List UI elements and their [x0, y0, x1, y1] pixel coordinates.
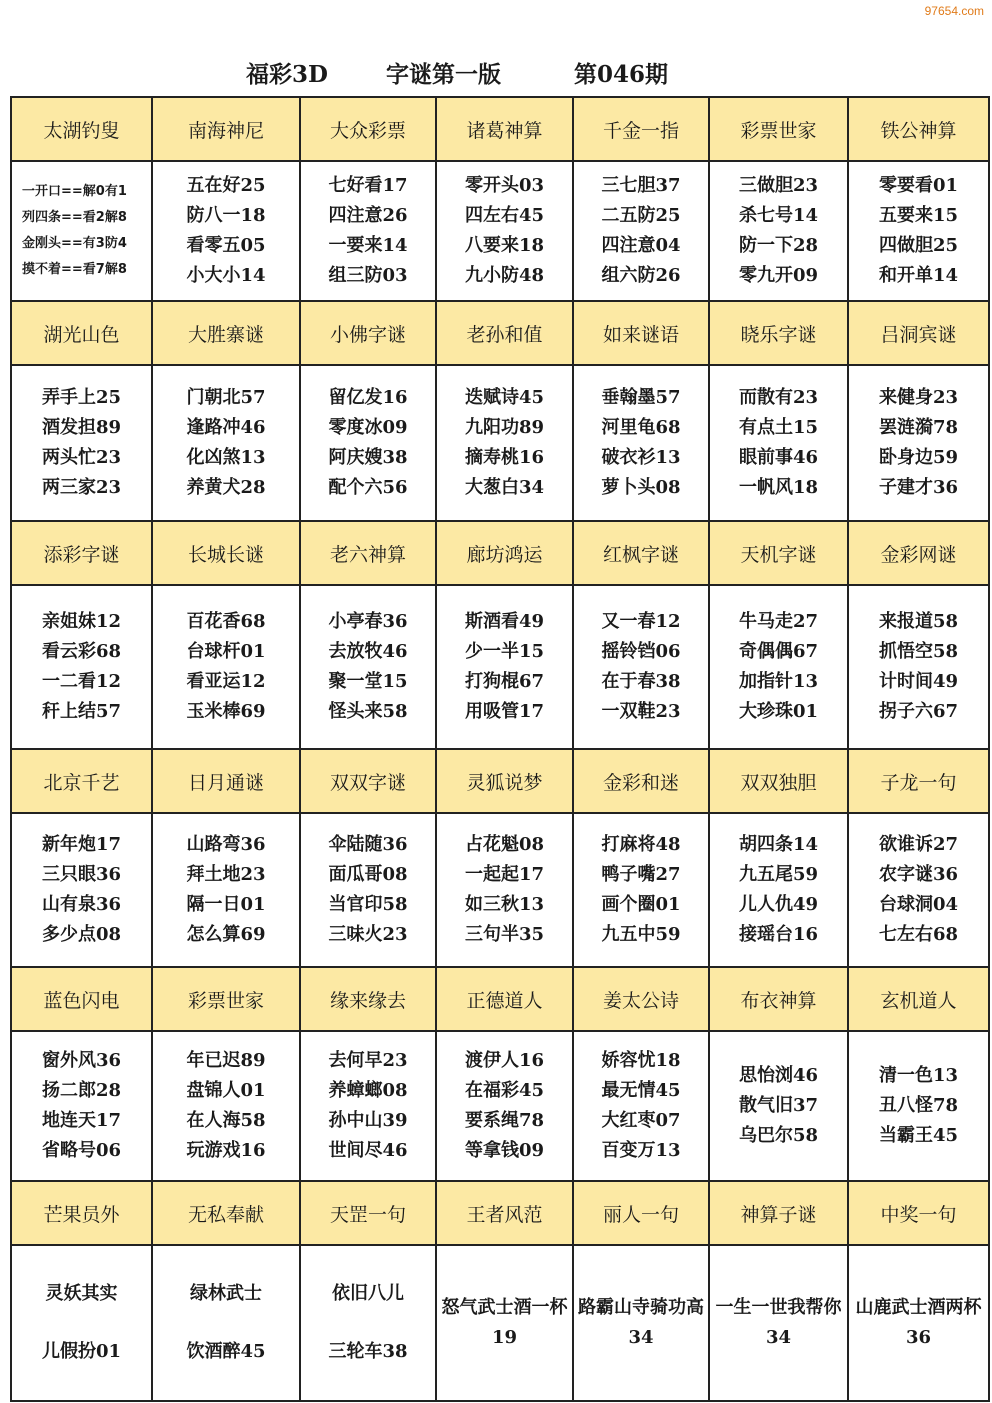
riddle-line: 清一色13	[878, 1065, 959, 1086]
riddle-line: 奇偶偶67	[738, 641, 819, 662]
source-name-cell: 日月通谜	[152, 749, 300, 813]
riddle-line: 河里龟68	[601, 417, 681, 438]
riddle-line: 打狗棍67	[464, 671, 545, 692]
riddle-line: 摇铃铛06	[601, 641, 681, 662]
riddle-cell	[300, 1031, 436, 1181]
riddle-cell	[848, 813, 989, 967]
riddle-line: 金刚头==有3防4	[22, 236, 127, 251]
source-name-cell: 吕洞宾谜	[848, 301, 989, 365]
source-name-cell: 中奖一句	[848, 1181, 989, 1245]
riddle-line: 零要看01	[878, 175, 959, 196]
riddle-line: 养蟑螂08	[328, 1080, 408, 1101]
riddle-line: 三味火23	[328, 924, 408, 945]
riddle-line: 一起起17	[464, 864, 545, 885]
spacer	[157, 1309, 295, 1337]
riddle-line: 一二看12	[41, 671, 122, 692]
riddle-cell	[436, 1245, 573, 1401]
riddle-cell	[11, 585, 152, 749]
riddle-line: 和开单14	[878, 265, 959, 286]
riddle-line: 世间尽46	[328, 1140, 408, 1161]
riddle-line: 农字谜36	[878, 864, 959, 885]
riddle-line: 大珍珠01	[738, 701, 819, 722]
riddle-line: 绿林武士	[190, 1283, 262, 1304]
riddle-line: 零九开09	[738, 265, 819, 286]
riddle-cell	[436, 813, 573, 967]
riddle-line: 八要来18	[464, 235, 545, 256]
riddle-line: 要系绳78	[464, 1110, 545, 1131]
header-row	[11, 967, 989, 1031]
riddle-row	[11, 585, 989, 749]
riddle-cell	[436, 365, 573, 521]
riddle-line: 九阳功89	[464, 417, 545, 438]
source-name-cell: 南海神尼	[152, 97, 300, 161]
riddle-cell	[11, 813, 152, 967]
source-name-cell: 芒果员外	[11, 1181, 152, 1245]
riddle-line: 灵妖其实	[45, 1283, 118, 1304]
source-name-cell: 老孙和值	[436, 301, 573, 365]
source-name-cell: 金彩和迷	[573, 749, 709, 813]
riddle-row	[11, 365, 989, 521]
riddle-line: 四注意26	[328, 205, 408, 226]
riddle-cell	[300, 813, 436, 967]
riddle-line: 在人海58	[186, 1110, 266, 1131]
source-name-cell: 天机字谜	[709, 521, 848, 585]
riddle-row	[11, 1031, 989, 1181]
source-name-cell: 子龙一句	[848, 749, 989, 813]
riddle-cell	[709, 813, 848, 967]
riddle-line: 拜土地23	[186, 864, 266, 885]
riddle-line: 又一春12	[601, 611, 681, 632]
riddle-line: 拐子六67	[878, 701, 959, 722]
riddle-line: 而散有23	[738, 387, 819, 408]
header-row	[11, 1181, 989, 1245]
riddle-line: 在福彩45	[464, 1080, 545, 1101]
riddle-line: 二五防25	[601, 205, 681, 226]
riddle-line: 画个圈01	[601, 894, 681, 915]
riddle-line: 零开头03	[464, 175, 545, 196]
riddle-line: 百花香68	[186, 611, 266, 632]
riddle-line: 眼前事46	[738, 447, 819, 468]
riddle-line: 萝卜头08	[601, 477, 681, 498]
riddle-cell	[709, 365, 848, 521]
riddle-line: 组三防03	[328, 265, 408, 286]
riddle-line: 小大小14	[186, 265, 266, 286]
riddle-line: 四注意04	[601, 235, 681, 256]
source-name-cell: 湖光山色	[11, 301, 152, 365]
riddle-line: 少一半15	[464, 641, 545, 662]
riddle-cell	[573, 1245, 709, 1401]
riddle-line: 看零五05	[186, 235, 266, 256]
riddle-line: 弄手上25	[41, 387, 122, 408]
riddle-line: 散气旧37	[738, 1095, 819, 1116]
riddle-cell	[573, 365, 709, 521]
riddle-line: 三只眼36	[41, 864, 122, 885]
riddle-line: 等拿钱09	[464, 1140, 545, 1161]
riddle-line: 怒气武士酒一杯19	[441, 1297, 568, 1348]
riddle-line: 一要来14	[328, 235, 408, 256]
riddle-line: 四左右45	[464, 205, 545, 226]
riddle-cell	[152, 365, 300, 521]
riddle-cell	[709, 585, 848, 749]
riddle-line: 台球洞04	[878, 894, 959, 915]
riddle-line: 摘寿桃16	[464, 447, 545, 468]
riddle-line: 计时间49	[878, 671, 959, 692]
riddle-line: 留亿发16	[328, 387, 408, 408]
riddle-table	[10, 96, 990, 1402]
riddle-cell	[11, 365, 152, 521]
riddle-line: 新年炮17	[41, 834, 122, 855]
riddle-line: 山路弯36	[186, 834, 266, 855]
riddle-cell	[152, 1031, 300, 1181]
riddle-cell	[436, 585, 573, 749]
riddle-line: 一帆风18	[738, 477, 819, 498]
riddle-line: 在于春38	[601, 671, 681, 692]
riddle-line: 一生一世我帮你34	[715, 1297, 842, 1348]
riddle-line: 四做胆25	[878, 235, 959, 256]
riddle-line: 娇容忧18	[601, 1050, 681, 1071]
source-name-cell: 太湖钓叟	[11, 97, 152, 161]
riddle-line: 当官印58	[328, 894, 408, 915]
source-name-cell: 千金一指	[573, 97, 709, 161]
riddle-line: 两头忙23	[41, 447, 122, 468]
riddle-line: 三做胆23	[738, 175, 819, 196]
riddle-line: 三轮车38	[328, 1341, 408, 1362]
riddle-line: 大红枣07	[601, 1110, 681, 1131]
riddle-line: 九五中59	[601, 924, 681, 945]
source-name-cell: 彩票世家	[152, 967, 300, 1031]
riddle-line: 九小防48	[464, 265, 545, 286]
riddle-line: 最无情45	[601, 1080, 681, 1101]
source-name-cell: 天罡一句	[300, 1181, 436, 1245]
riddle-line: 去何早23	[328, 1050, 408, 1071]
source-name-cell: 玄机道人	[848, 967, 989, 1031]
source-name-cell: 双双字谜	[300, 749, 436, 813]
header-row	[11, 521, 989, 585]
riddle-cell	[573, 585, 709, 749]
source-name-cell: 王者风范	[436, 1181, 573, 1245]
riddle-line: 饮酒醉45	[186, 1341, 266, 1362]
header-row	[11, 97, 989, 161]
riddle-cell	[300, 1245, 436, 1401]
riddle-line: 百变万13	[601, 1140, 681, 1161]
source-name-cell: 长城长谜	[152, 521, 300, 585]
riddle-line: 玩游戏16	[186, 1140, 266, 1161]
riddle-line: 零度冰09	[328, 417, 408, 438]
riddle-cell	[848, 585, 989, 749]
riddle-line: 三句半35	[464, 924, 545, 945]
source-name-cell: 铁公神算	[848, 97, 989, 161]
riddle-line: 多少点08	[41, 924, 122, 945]
riddle-cell	[709, 161, 848, 301]
riddle-line: 省略号06	[41, 1140, 122, 1161]
riddle-cell	[11, 161, 152, 301]
riddle-line: 防八一18	[186, 205, 266, 226]
source-name-cell: 老六神算	[300, 521, 436, 585]
source-name-cell: 双双独胆	[709, 749, 848, 813]
riddle-line: 隔一日01	[186, 894, 266, 915]
riddle-line: 子建才36	[878, 477, 959, 498]
riddle-line: 亲姐妹12	[41, 611, 122, 632]
riddle-line: 玉米棒69	[186, 701, 266, 722]
source-name-cell: 蓝色闪电	[11, 967, 152, 1031]
riddle-line: 用吸管17	[464, 701, 545, 722]
riddle-line: 伞陆随36	[328, 834, 408, 855]
riddle-line: 破衣衫13	[601, 447, 681, 468]
riddle-line: 去放牧46	[328, 641, 408, 662]
riddle-line: 如三秋13	[464, 894, 545, 915]
riddle-row	[11, 161, 989, 301]
riddle-cell	[152, 1245, 300, 1401]
riddle-cell	[848, 161, 989, 301]
riddle-cell	[709, 1245, 848, 1401]
riddle-cell	[436, 161, 573, 301]
riddle-line: 年已迟89	[186, 1050, 266, 1071]
riddle-line: 鸭子嘴27	[601, 864, 681, 885]
riddle-line: 一开口==解0有1	[22, 184, 127, 199]
riddle-line: 门朝北57	[186, 387, 266, 408]
spacer	[305, 1309, 431, 1337]
riddle-line: 酒发担89	[41, 417, 122, 438]
source-name-cell: 小佛字谜	[300, 301, 436, 365]
source-name-cell: 红枫字谜	[573, 521, 709, 585]
riddle-line: 孙中山39	[328, 1110, 408, 1131]
riddle-line: 大葱白34	[464, 477, 545, 498]
riddle-line: 山有泉36	[41, 894, 122, 915]
riddle-line: 防一下28	[738, 235, 819, 256]
riddle-cell	[848, 1245, 989, 1401]
riddle-line: 九五尾59	[738, 864, 819, 885]
riddle-line: 儿假扮01	[41, 1341, 122, 1362]
riddle-cell	[152, 585, 300, 749]
riddle-cell	[300, 585, 436, 749]
riddle-line: 儿人仇49	[738, 894, 819, 915]
riddle-line: 扬二郎28	[41, 1080, 122, 1101]
riddle-line: 来健身23	[878, 387, 959, 408]
riddle-line: 列四条==看2解8	[22, 210, 127, 225]
source-name-cell: 灵狐说梦	[436, 749, 573, 813]
riddle-line: 杀七号14	[738, 205, 819, 226]
riddle-line: 七好看17	[328, 175, 408, 196]
source-name-cell: 大胜寨谜	[152, 301, 300, 365]
header-row	[11, 301, 989, 365]
title-lottery-name: 福彩3D	[246, 61, 328, 88]
riddle-line: 依旧八儿	[332, 1283, 404, 1304]
riddle-line: 五在好25	[186, 175, 266, 196]
source-name-cell: 如来谜语	[573, 301, 709, 365]
riddle-cell	[436, 1031, 573, 1181]
riddle-line: 看云彩68	[41, 641, 122, 662]
riddle-line: 丑八怪78	[878, 1095, 959, 1116]
riddle-line: 阿庆嫂38	[328, 447, 408, 468]
riddle-cell	[573, 813, 709, 967]
riddle-line: 七左右68	[878, 924, 959, 945]
riddle-row	[11, 1245, 989, 1401]
source-name-cell: 神算子谜	[709, 1181, 848, 1245]
riddle-line: 小亭春36	[328, 611, 408, 632]
source-name-cell: 晓乐字谜	[709, 301, 848, 365]
riddle-line: 看亚运12	[186, 671, 266, 692]
source-name-cell: 北京千艺	[11, 749, 152, 813]
riddle-line: 秆上结57	[41, 701, 122, 722]
source-name-cell: 大众彩票	[300, 97, 436, 161]
riddle-line: 三七胆37	[601, 175, 681, 196]
riddle-line: 山鹿武士酒两杯36	[855, 1297, 982, 1348]
riddle-line: 来报道58	[878, 611, 959, 632]
riddle-line: 渡伊人16	[464, 1050, 545, 1071]
riddle-cell	[709, 1031, 848, 1181]
watermark: 97654.com	[924, 4, 984, 18]
riddle-line: 垂翰墨57	[601, 387, 681, 408]
riddle-line: 五要来15	[878, 205, 959, 226]
riddle-line: 斯酒看49	[464, 611, 545, 632]
spacer	[16, 1309, 147, 1337]
page-title	[0, 56, 992, 92]
source-name-cell: 正德道人	[436, 967, 573, 1031]
riddle-line: 胡四条14	[738, 834, 819, 855]
riddle-line: 配个六56	[328, 477, 408, 498]
source-name-cell: 无私奉献	[152, 1181, 300, 1245]
riddle-line: 路霸山寺骑功高34	[578, 1297, 704, 1348]
riddle-cell	[300, 161, 436, 301]
source-name-cell: 廊坊鸿运	[436, 521, 573, 585]
riddle-line: 怎么算69	[186, 924, 266, 945]
riddle-line: 思怡浏46	[738, 1065, 819, 1086]
source-name-cell: 金彩网谜	[848, 521, 989, 585]
riddle-line: 养黄犬28	[186, 477, 266, 498]
source-name-cell: 丽人一句	[573, 1181, 709, 1245]
riddle-cell	[152, 161, 300, 301]
riddle-line: 有点土15	[738, 417, 819, 438]
riddle-line: 接瑶台16	[738, 924, 819, 945]
riddle-line: 两三家23	[41, 477, 122, 498]
source-name-cell: 布衣神算	[709, 967, 848, 1031]
riddle-cell	[152, 813, 300, 967]
riddle-cell	[300, 365, 436, 521]
riddle-line: 逢路冲46	[186, 417, 266, 438]
riddle-row	[11, 813, 989, 967]
title-edition: 字谜第一版	[386, 61, 501, 88]
riddle-line: 台球杆01	[186, 641, 266, 662]
riddle-line: 窗外风36	[41, 1050, 122, 1071]
riddle-line: 面瓜哥08	[328, 864, 408, 885]
riddle-cell	[848, 1031, 989, 1181]
riddle-line: 地连天17	[41, 1110, 122, 1131]
riddle-line: 当霸王45	[878, 1125, 959, 1146]
source-name-cell: 姜太公诗	[573, 967, 709, 1031]
riddle-line: 欲谁诉27	[878, 834, 959, 855]
riddle-cell	[11, 1031, 152, 1181]
riddle-cell	[848, 365, 989, 521]
riddle-line: 罢涟漪78	[878, 417, 959, 438]
source-name-cell: 添彩字谜	[11, 521, 152, 585]
riddle-line: 一双鞋23	[601, 701, 681, 722]
source-name-cell: 诸葛神算	[436, 97, 573, 161]
riddle-cell	[11, 1245, 152, 1401]
riddle-cell	[573, 161, 709, 301]
riddle-line: 怪头来58	[328, 701, 408, 722]
riddle-line: 化凶煞13	[186, 447, 266, 468]
riddle-line: 盘锦人01	[186, 1080, 266, 1101]
riddle-line: 卧身边59	[878, 447, 959, 468]
title-issue: 第046期	[574, 61, 669, 88]
header-row	[11, 749, 989, 813]
riddle-line: 加指针13	[738, 671, 819, 692]
riddle-line: 抓悟空58	[878, 641, 959, 662]
riddle-line: 迭赋诗45	[464, 387, 545, 408]
riddle-cell	[573, 1031, 709, 1181]
source-name-cell: 缘来缘去	[300, 967, 436, 1031]
riddle-line: 占花魁08	[464, 834, 545, 855]
riddle-line: 组六防26	[601, 265, 681, 286]
riddle-line: 牛马走27	[738, 611, 819, 632]
riddle-line: 乌巴尔58	[738, 1125, 819, 1146]
riddle-line: 聚一堂15	[328, 671, 408, 692]
source-name-cell: 彩票世家	[709, 97, 848, 161]
riddle-line: 打麻将48	[601, 834, 681, 855]
riddle-line: 摸不着==看7解8	[22, 262, 127, 277]
